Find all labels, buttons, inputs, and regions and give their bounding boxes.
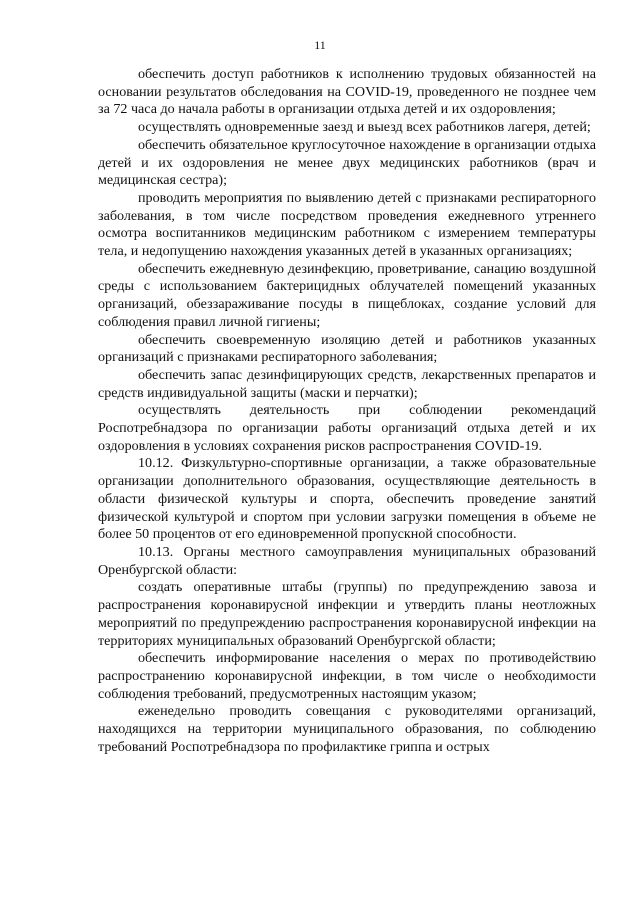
document-body — [98, 66, 596, 756]
paragraph-weekly-meetings: еженедельно проводить совещания с руководителями организаций, находящихся на территории муниципального образования, по соблюдению требований Роспотребнадзора по профилактике гриппа и острых — [98, 703, 596, 755]
paragraph-recommendations: осуществлять деятельность при соблюдении рекомендаций Роспотребнадзора по организации работы организаций отдыха детей и их оздоровления в условиях сохранения рисков распространения COVID-19. — [98, 402, 596, 454]
page-number: 11 — [314, 38, 326, 52]
paragraph-supplies: обеспечить запас дезинфицирующих средств, лекарственных препаратов и средств индивидуальной защиты (маски и перчатки); — [98, 366, 596, 401]
paragraph-disinfection: обеспечить ежедневную дезинфекцию, проветривание, санацию воздушной среды с использованием бактерицидных облучателей помещений указанных организаций, обеззараживание посуды в пищеблоках, создание условий для соблюдения правил личной гигиены; — [98, 260, 596, 330]
paragraph-medical-staff: обеспечить обязательное круглосуточное нахождение в организации отдыха детей и их оздоровления не менее двух медицинских работников (врач и медицинская сестра); — [98, 136, 596, 189]
paragraph-respiratory-screening: проводить мероприятия по выявлению детей с признаками респираторного заболевания, в том числе посредством проведения ежедневного утреннего осмотра воспитанников медицинским работником с измерением температуры тела, и недопущению нахождения указанных детей в указанных организациях; — [98, 189, 596, 260]
paragraph-simultaneous-arrival: осуществлять одновременные заезд и выезд всех работников лагеря, детей; — [138, 119, 591, 136]
paragraph-isolation: обеспечить своевременную изоляцию детей и работников указанных организаций с признаками респираторного заболевания; — [98, 331, 596, 366]
paragraph-public-information: обеспечить информирование населения о мерах по противодействию распространению коронавирусной инфекции, в том числе о необходимости соблюдения требований, предусмотренных настоящим указом; — [98, 650, 596, 702]
paragraph-section-10-13: 10.13. Органы местного самоуправления муниципальных образований Оренбургской области: — [98, 543, 596, 578]
paragraph-covid-test-access: обеспечить доступ работников к исполнению трудовых обязанностей на основании результатов обследования на COVID-19, проведенного не позднее чем за 72 часа до начала работы в организации отдыха детей и их оздоровления; — [98, 66, 596, 118]
paragraph-section-10-12: 10.12. Физкультурно-спортивные организации, а также образовательные организации дополнительного образования, осуществляющие деятельность в области физической культуры и спорта, обеспечить проведение занятий физической культурой и спортом при условии загрузки помещения в объеме не более 50 процентов от его единовременной пропускной способности. — [98, 455, 596, 543]
paragraph-operational-staff: создать оперативные штабы (группы) по предупреждению завоза и распространения коронавирусной инфекции и утвердить планы неотложных мероприятий по предупреждению распространения коронавирусной инфекции на территориях муниципальных образований Оренбургской области; — [98, 579, 596, 649]
